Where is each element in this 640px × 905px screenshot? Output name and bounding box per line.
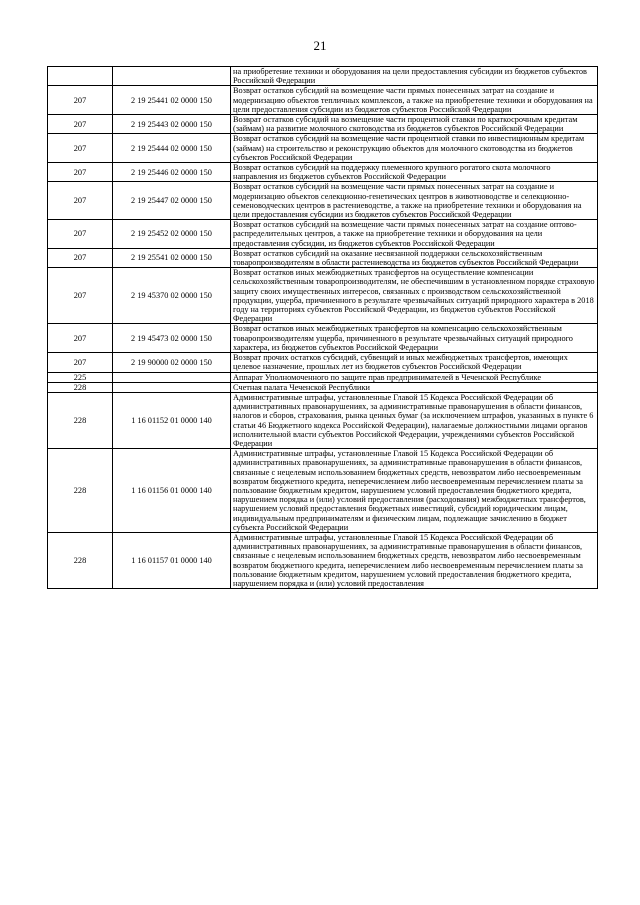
budget-code-cell: 2 19 25444 02 0000 150 — [113, 134, 231, 163]
budget-code-cell: 2 19 25452 02 0000 150 — [113, 220, 231, 249]
table-row — [48, 220, 598, 249]
budget-code-cell — [113, 382, 231, 392]
admin-code-cell: 228 — [48, 382, 113, 392]
budget-code-cell: 2 19 25541 02 0000 150 — [113, 248, 231, 267]
name-cell: Возврат остатков иных межбюджетных трансфертов на осуществление компенсации сельскохозяйственным товаропроизводителям, не обеспечившим в установленном порядке страховую защиту своих имущественных интересов, связанных с производством сельскохозяйственной продукции, ущерба, причиненного в результате чрезвычайных ситуаций природного характера в 2018 году на территориях субъектов Российской Федерации, из бюджетов субъектов Российской Федерации — [231, 268, 598, 324]
page-number: 21 — [313, 38, 327, 53]
name-cell: Возврат остатков субсидий на возмещение части процентной ставки по краткосрочным кредитам (займам) на развитие молочного скотоводства из бюджетов субъектов Российской Федерации — [231, 115, 598, 134]
admin-code-cell: 207 — [48, 220, 113, 249]
name-cell: Возврат остатков субсидий на поддержку племенного крупного рогатого скота молочного направления из бюджетов субъектов Российской Федерации — [231, 163, 598, 182]
name-cell: Административные штрафы, установленные Главой 15 Кодекса Российской Федерации об административных правонарушениях, за административные правонарушения в области финансов, связанные с нецелевым использованием бюджетных средств, невозвратом либо несвоевременным возвратом бюджетного кредита, неперечислением либо несвоевременным перечислением платы за пользование бюджетным кредитом, нарушением условий предоставления бюджетного кредита, нарушением порядка и (или) условий предоставления (расходования) межбюджетных трансфертов, нарушением условий предоставления бюджетных инвестиций, субсидий юридическим лицам, индивидуальным предпринимателям и физическим лицам, подлежащие зачислению в бюджет субъекта Российской Федерации — [231, 449, 598, 533]
admin-code-cell: 207 — [48, 248, 113, 267]
name-cell: Счетная палата Чеченской Республики — [231, 382, 598, 392]
name-cell: Возврат прочих остатков субсидий, субвенций и иных межбюджетных трансфертов, имеющих целевое назначение, прошлых лет из бюджетов субъектов Российской Федерации — [231, 353, 598, 372]
table-row — [48, 268, 598, 324]
budget-code-cell: 2 19 45473 02 0000 150 — [113, 324, 231, 353]
admin-code-cell — [48, 67, 113, 86]
budget-code-cell: 2 19 45370 02 0000 150 — [113, 268, 231, 324]
admin-code-cell: 228 — [48, 449, 113, 533]
budget-codes-table — [47, 66, 598, 589]
name-cell: Возврат остатков субсидий на возмещение части прямых понесенных затрат на создание оптово-распределительных центров, а также на приобретение техники и оборудования на цели предоставления субсидии, из бюджетов субъектов Российской Федерации — [231, 220, 598, 249]
table-row — [48, 532, 598, 588]
table-row — [48, 372, 598, 382]
name-cell: Административные штрафы, установленные Главой 15 Кодекса Российской Федерации об административных правонарушениях, за административные правонарушения в области финансов, налогов и сборов, страхования, рынка ценных бумаг (за исключением штрафов, указанных в пункте 6 статьи 46 Бюджетного кодекса Российской Федерации), налагаемые должностными лицами органов исполнительной власти субъектов Российской Федерации, учреждениями субъектов Российской Федерации — [231, 392, 598, 448]
table-row — [48, 182, 598, 220]
budget-code-cell: 2 19 25443 02 0000 150 — [113, 115, 231, 134]
admin-code-cell: 228 — [48, 392, 113, 448]
table-row — [48, 449, 598, 533]
table-body — [48, 67, 598, 589]
budget-code-cell: 1 16 01156 01 0000 140 — [113, 449, 231, 533]
admin-code-cell: 207 — [48, 134, 113, 163]
table-row — [48, 382, 598, 392]
admin-code-cell: 207 — [48, 163, 113, 182]
table-row — [48, 134, 598, 163]
name-cell: Возврат остатков иных межбюджетных трансфертов на компенсацию сельскохозяйственным товаропроизводителям ущерба, причиненного в результате чрезвычайных ситуаций природного характера, из бюджетов субъектов Российской Федерации — [231, 324, 598, 353]
name-cell: Возврат остатков субсидий на возмещение части прямых понесенных затрат на создание и модернизацию объектов тепличных комплексов, а также на приобретение техники и оборудования на цели предоставления субсидии из бюджетов субъектов Российской Федерации — [231, 86, 598, 115]
name-cell: на приобретение техники и оборудования на цели предоставления субсидии из бюджетов субъектов Российской Федерации — [231, 67, 598, 86]
admin-code-cell: 225 — [48, 372, 113, 382]
table-row — [48, 86, 598, 115]
budget-code-cell: 2 19 90000 02 0000 150 — [113, 353, 231, 372]
name-cell: Аппарат Уполномоченного по защите прав предпринимателей в Чеченской Республике — [231, 372, 598, 382]
budget-code-cell: 2 19 25441 02 0000 150 — [113, 86, 231, 115]
table-row — [48, 115, 598, 134]
table-row — [48, 163, 598, 182]
admin-code-cell: 207 — [48, 86, 113, 115]
table-row — [48, 353, 598, 372]
budget-code-cell: 2 19 25447 02 0000 150 — [113, 182, 231, 220]
admin-code-cell: 207 — [48, 268, 113, 324]
name-cell: Административные штрафы, установленные Главой 15 Кодекса Российской Федерации об административных правонарушениях, за административные правонарушения в области финансов, связанные с нецелевым использованием бюджетных средств, невозвратом либо несвоевременным возвратом бюджетного кредита, неперечислением либо несвоевременным перечислением платы за пользование бюджетным кредитом, нарушением условий предоставления бюджетного кредита, нарушением порядка и (или) условий предоставления — [231, 532, 598, 588]
table-row — [48, 324, 598, 353]
budget-code-cell: 2 19 25446 02 0000 150 — [113, 163, 231, 182]
table-row — [48, 248, 598, 267]
budget-code-cell: 1 16 01152 01 0000 140 — [113, 392, 231, 448]
budget-code-cell: 1 16 01157 01 0000 140 — [113, 532, 231, 588]
admin-code-cell: 207 — [48, 115, 113, 134]
name-cell: Возврат остатков субсидий на возмещение части процентной ставки по инвестиционным кредитам (займам) на строительство и реконструкцию объектов для молочного скотоводства из бюджетов субъектов Российской Федерации — [231, 134, 598, 163]
admin-code-cell: 207 — [48, 182, 113, 220]
table-row — [48, 67, 598, 86]
admin-code-cell: 207 — [48, 353, 113, 372]
name-cell: Возврат остатков субсидий на оказание несвязанной поддержки сельскохозяйственным товаропроизводителям в области растениеводства из бюджетов субъектов Российской Федерации — [231, 248, 598, 267]
budget-code-cell — [113, 67, 231, 86]
admin-code-cell: 207 — [48, 324, 113, 353]
table-row — [48, 392, 598, 448]
budget-code-cell — [113, 372, 231, 382]
name-cell: Возврат остатков субсидий на возмещение части прямых понесенных затрат на создание и модернизацию объектов селекционно-генетических центров в животноводстве и селекционно-семеноводческих центров в растениеводстве, а также на приобретение техники и оборудования на цели предоставления субсидии из бюджетов субъектов Российской Федерации — [231, 182, 598, 220]
admin-code-cell: 228 — [48, 532, 113, 588]
